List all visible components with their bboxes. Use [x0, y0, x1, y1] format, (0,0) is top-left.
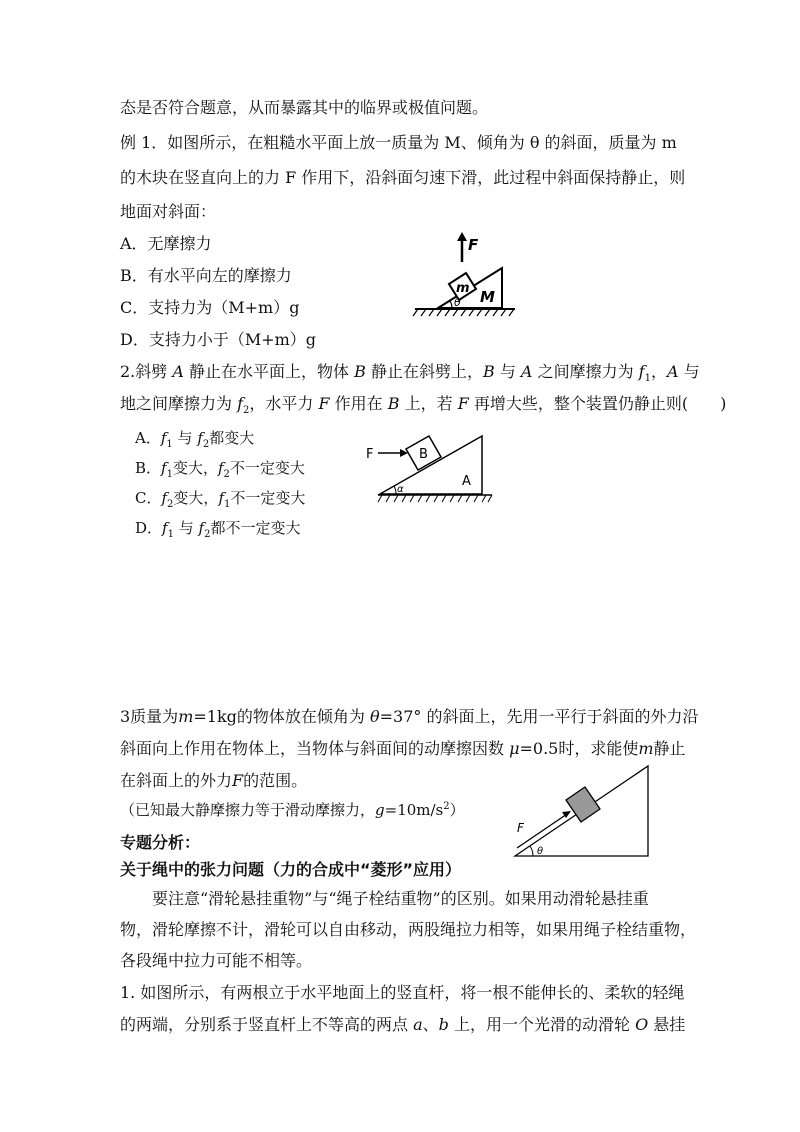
ex2-line-1: 2.斜劈 A 静止在水平面上，物体 B 静止在斜劈上，B 与 A 之间摩擦力为 $f_1$，A 与 — [120, 362, 700, 385]
ex4-line-1: 1. 如图所示，有两根立于水平地面上的竖直杆，将一根不能伸长的、柔软的轻绳 — [120, 983, 685, 1002]
ex1-option-c: C．支持力为（M+m）g — [120, 298, 300, 317]
ex1-option-b: B．有水平向左的摩擦力 — [120, 266, 292, 285]
ex2-line-2: 地之间摩擦力为 $f_2$，水平力 F 作用在 B 上，若 F 再增大些，整个装置仍静止则( ) — [120, 394, 727, 417]
force-label: F — [468, 236, 479, 254]
section-paragraph-line-1: 要注意“滑轮悬挂重物”与“绳子栓结重物”的区别。如果用动滑轮悬挂重 — [120, 889, 649, 908]
ex2-wedge-figure — [360, 428, 500, 508]
ex1-line-1: 例 1．如图所示，在粗糙水平面上放一质量为 M、倾角为 θ 的斜面，质量为 m — [120, 133, 677, 152]
ex1-option-a: A．无摩擦力 — [120, 234, 212, 253]
ex2-option-c: C．$f_2$变大，$f_1$不一定变大 — [135, 489, 306, 510]
section-paragraph-line-3: 各段绳中拉力可能不相等。 — [120, 951, 313, 970]
wedge-A-label: A — [462, 474, 471, 489]
ex1-line-2: 的木块在竖直向上的力 F 作用下，沿斜面匀速下滑，此过程中斜面保持静止，则 — [120, 168, 686, 187]
block-m-label: m — [456, 281, 470, 296]
force-F-label: F — [366, 447, 374, 462]
ex2-option-a: A．$f_1$ 与 $f_2$都变大 — [135, 429, 255, 450]
section-paragraph-line-2: 物，滑轮摩擦不计，滑轮可以自由移动，两股绳拉力相等，如果用绳子栓结重物， — [120, 920, 697, 939]
force-arrow — [517, 814, 567, 848]
ex3-line-1: 3质量为m=1kg的物体放在倾角为 θ=37° 的斜面上，先用一平行于斜面的外力沿 — [120, 707, 699, 726]
intro-text: 态是否符合题意，从而暴露其中的临界或极值问题。 — [120, 98, 489, 117]
ex3-line-4: （已知最大静摩擦力等于滑动摩擦力，$g=10m/s^2$） — [120, 801, 465, 819]
ex4-line-2: 的两端，分别系于竖直杆上不等高的两点 a、b 上，用一个光滑的动滑轮 O 悬挂 — [120, 1015, 686, 1034]
ex3-line-3: 在斜面上的外力F的范围。 — [120, 771, 308, 790]
arrow-head — [457, 232, 467, 241]
angle-theta-label: θ — [454, 296, 461, 309]
incline-M-label: M — [480, 288, 495, 306]
ex2-option-d: D．$f_1$ 与 $f_2$都不一定变大 — [135, 519, 301, 540]
force-F-label: F — [517, 821, 524, 835]
section-subtitle: 关于绳中的张力问题（力的合成中“菱形”应用） — [120, 860, 462, 879]
ground-hatch — [413, 309, 514, 316]
section-title: 专题分析： — [120, 833, 201, 852]
ex2-option-b: B．$f_1$变大，$f_2$不一定变大 — [135, 459, 305, 480]
ground-hatch — [378, 495, 492, 502]
ex1-incline-figure — [410, 232, 520, 324]
block — [566, 787, 600, 822]
ex1-option-d: D．支持力小于（M+m）g — [120, 330, 317, 349]
block-B-label: B — [419, 447, 428, 462]
angle-alpha-label: α — [397, 484, 404, 495]
ex1-line-3: 地面对斜面： — [120, 202, 217, 221]
ex3-incline-figure — [505, 760, 655, 860]
ex3-line-2: 斜面向上作用在物体上，当物体与斜面间的动摩擦因数 μ=0.5时，求能使m静止 — [120, 739, 686, 758]
angle-theta-label: θ — [537, 846, 544, 857]
